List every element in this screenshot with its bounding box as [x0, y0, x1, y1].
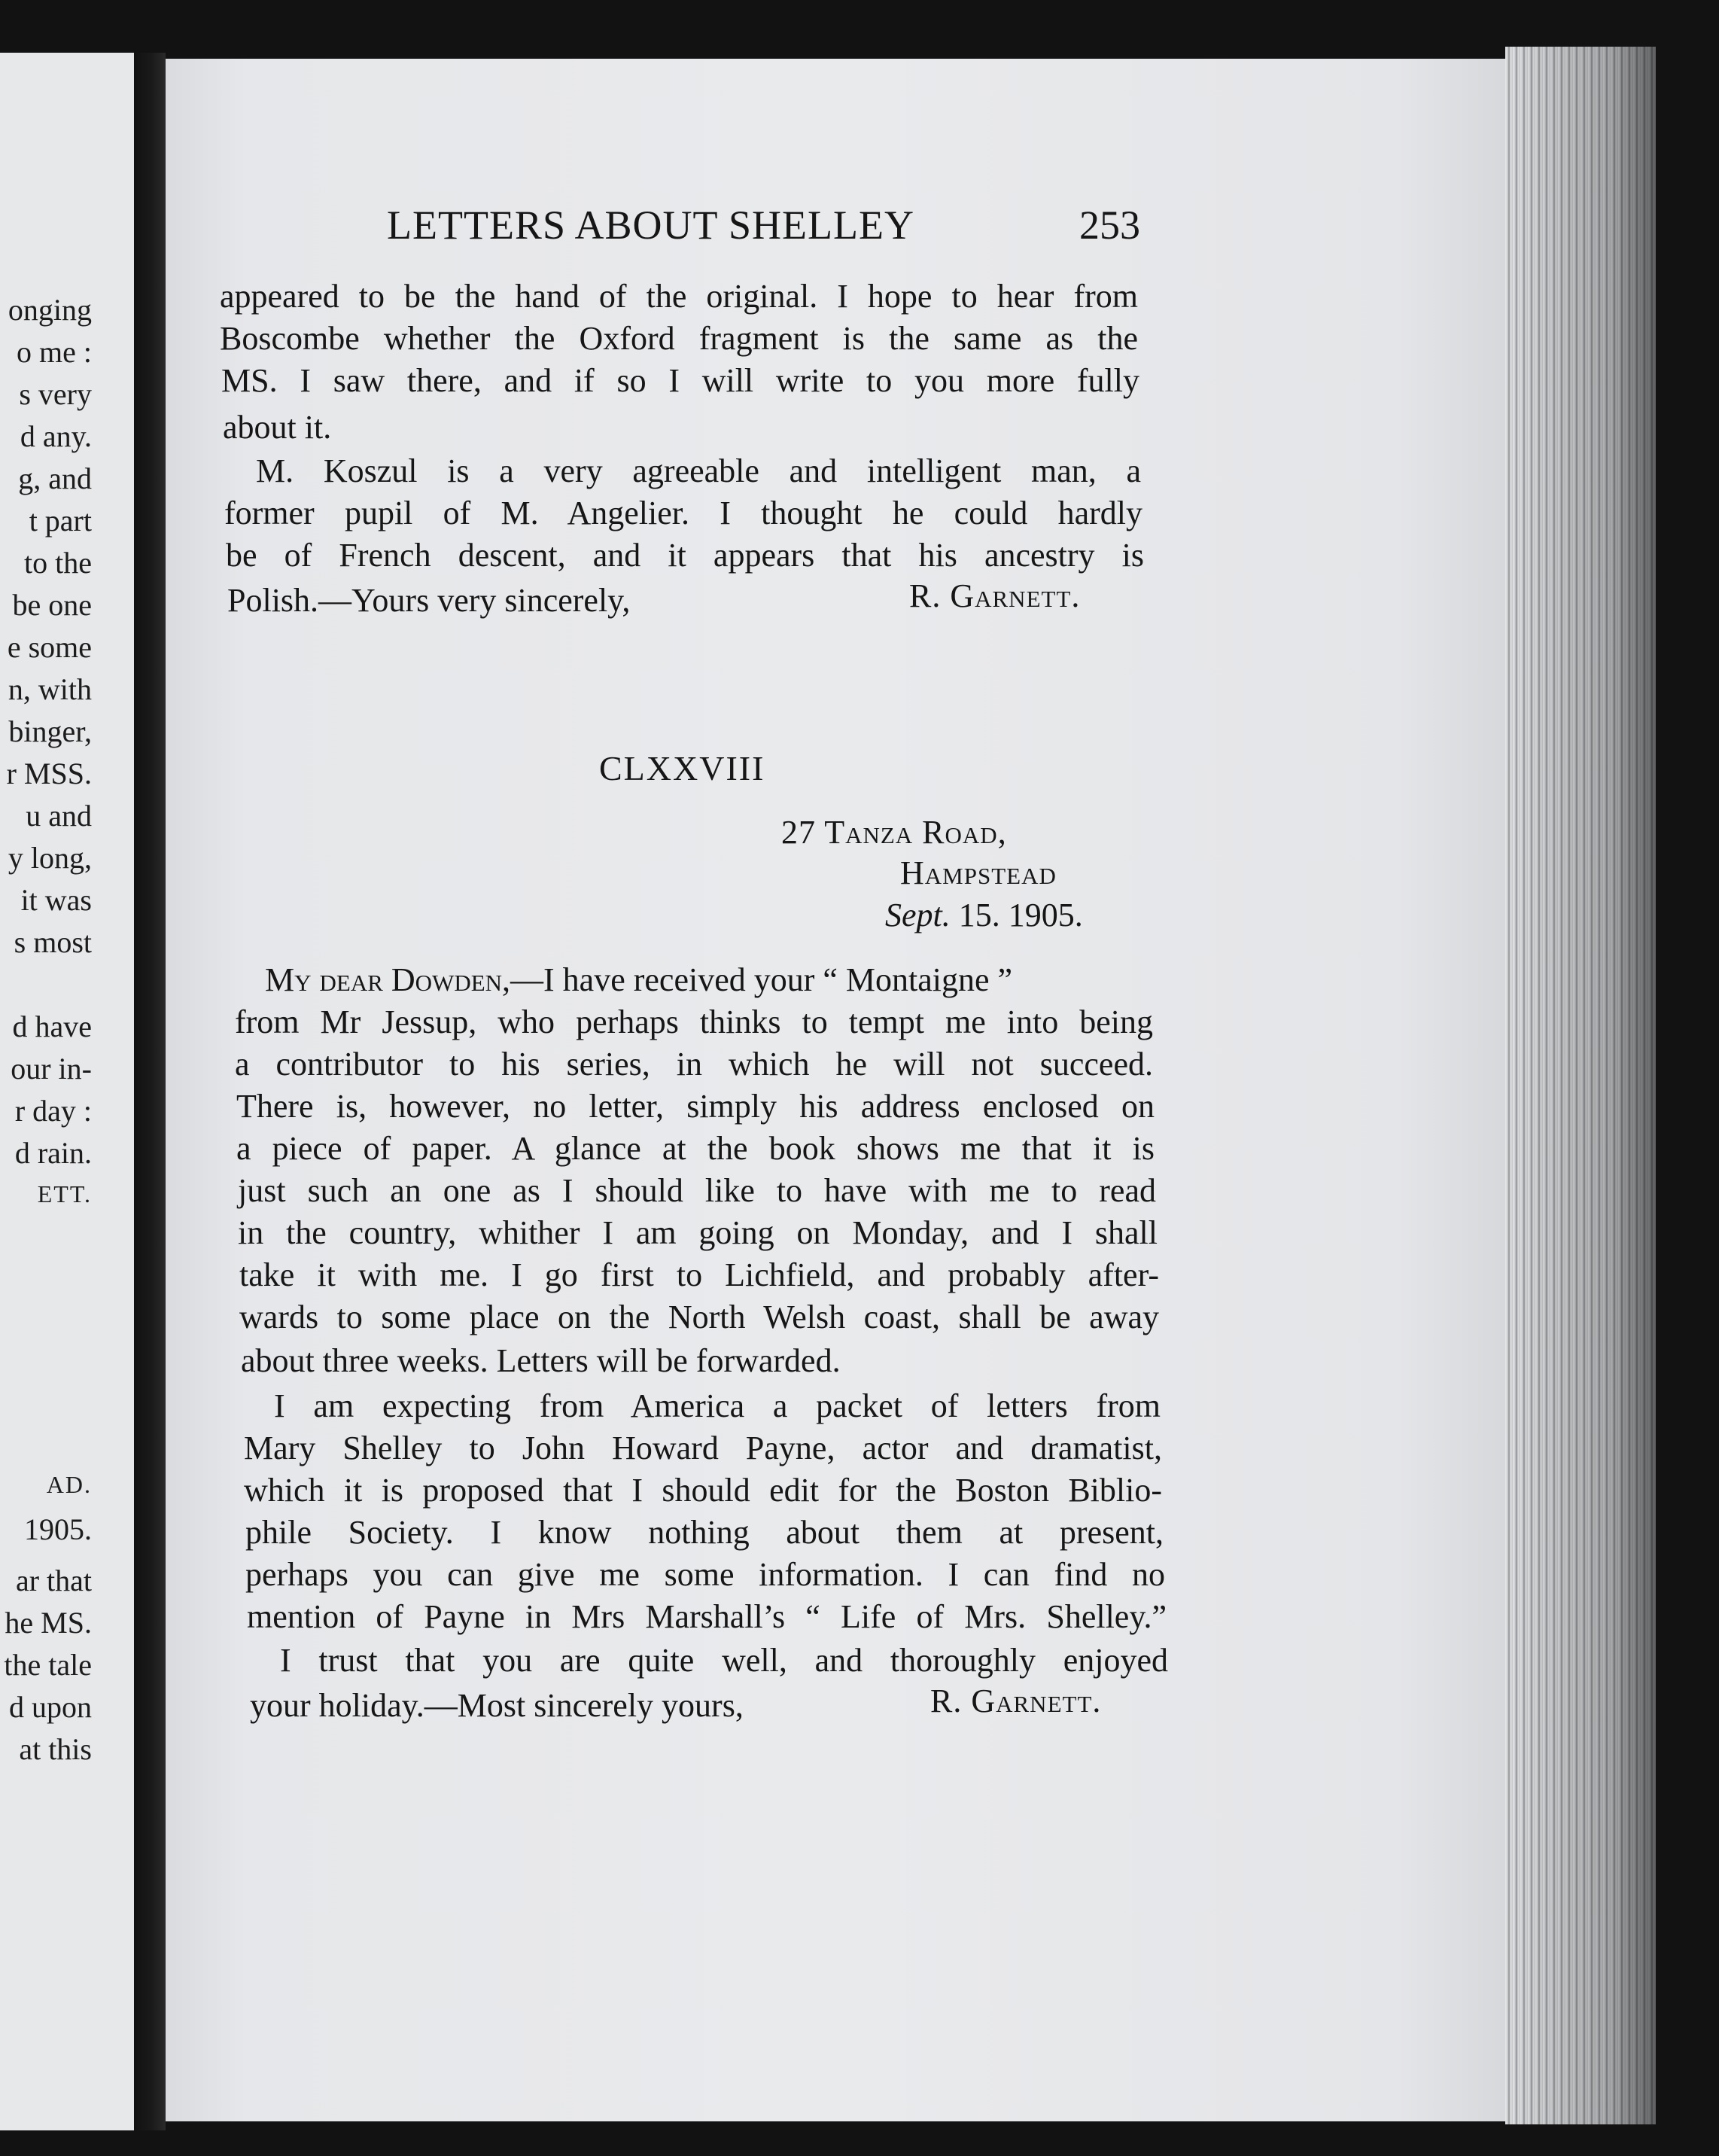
- body-line: which it is proposed that I should edit for the Boston Biblio-: [244, 1472, 1162, 1509]
- letter-date: [885, 896, 1083, 934]
- body-line: in the country, whither I am going on Monday, and I shall: [238, 1214, 1158, 1251]
- body-line: mention of Payne in Mrs Marshall’s “ Life of Mrs. Shelley.”: [247, 1598, 1167, 1635]
- body-line: about three weeks. Letters will be forwarded.: [241, 1342, 841, 1379]
- salutation-line: [265, 961, 1013, 998]
- book-gutter: [134, 53, 166, 2130]
- body-line: perhaps you can give me some information. I can find no: [245, 1556, 1165, 1593]
- left-page-line: to the: [24, 546, 92, 580]
- left-page-line: s very: [19, 377, 92, 411]
- left-page-line: d upon: [9, 1690, 92, 1724]
- left-page-line: o me :: [17, 335, 92, 369]
- body-line: take it with me. I go first to Lichfield, and probably after-: [239, 1256, 1159, 1293]
- left-page-line: s most: [14, 925, 92, 959]
- body-line: There is, however, no letter, simply his address enclosed on: [236, 1088, 1155, 1125]
- page-number: 253: [1079, 203, 1140, 248]
- left-page-line: AD.: [46, 1471, 92, 1498]
- left-page-line: r MSS.: [6, 757, 92, 790]
- body-line: just such an one as I should like to have with me to read: [238, 1172, 1156, 1209]
- body-line: a contributor to his series, in which he will not succeed.: [235, 1046, 1153, 1083]
- closing-line: your holiday.—Most sincerely yours,: [250, 1687, 744, 1724]
- body-line: phile Society. I know nothing about them at present,: [245, 1514, 1164, 1551]
- left-page-line: 1905.: [24, 1512, 92, 1546]
- body-line: Boscombe whether the Oxford fragment is the same as the: [220, 320, 1138, 357]
- left-page-line: n, with: [8, 672, 92, 706]
- body-line: M. Koszul is a very agreeable and intelligent man, a: [256, 452, 1141, 489]
- left-page-line: the tale: [4, 1648, 92, 1682]
- body-line: MS. I saw there, and if so I will write to you more fully: [221, 362, 1139, 399]
- left-page-line: onging: [8, 293, 92, 327]
- left-page-line: d any.: [20, 419, 92, 453]
- body-line: I trust that you are quite well, and thoroughly enjoyed: [280, 1642, 1168, 1679]
- body-line: former pupil of M. Angelier. I thought he could hardly: [224, 495, 1142, 531]
- left-page-line: ar that: [15, 1564, 92, 1597]
- address-line: 27 Tanza Road,: [781, 814, 1007, 851]
- left-page-line: he MS.: [5, 1606, 92, 1640]
- running-head-title: LETTERS ABOUT SHELLEY: [387, 203, 914, 248]
- left-page-line: u and: [26, 799, 92, 833]
- body-line: wards to some place on the North Welsh coast, shall be away: [239, 1299, 1159, 1335]
- address-line: Hampstead: [900, 854, 1057, 891]
- left-page-line: at this: [19, 1732, 92, 1766]
- body-line: appeared to be the hand of the original. I hope to hear from: [220, 278, 1138, 315]
- body-line: Mary Shelley to John Howard Payne, actor and dramatist,: [244, 1430, 1162, 1466]
- signature: R. Garnett.: [909, 577, 1081, 614]
- date-month: Sept.: [885, 897, 951, 933]
- page-edges-shadow: [1505, 47, 1656, 2124]
- left-page-line: g, and: [18, 461, 92, 495]
- previous-page-fragment: [0, 53, 134, 2130]
- body-line: a piece of paper. A glance at the book shows me that it is: [236, 1130, 1155, 1167]
- left-page-line: t part: [29, 504, 92, 537]
- left-page-line: d rain.: [14, 1136, 92, 1170]
- left-page-line: r day :: [14, 1094, 92, 1128]
- salutation: My dear Dowden,: [265, 961, 511, 998]
- body-line: be of French descent, and it appears that his ancestry is: [226, 537, 1144, 574]
- left-page-line: binger,: [8, 714, 92, 748]
- body-line: about it.: [223, 409, 332, 446]
- left-page-line: our in-: [11, 1052, 92, 1086]
- body-line: from Mr Jessup, who perhaps thinks to tempt me into being: [235, 1003, 1153, 1040]
- left-page-line: it was: [20, 883, 92, 917]
- signature: R. Garnett.: [930, 1682, 1102, 1719]
- left-page-line: y long,: [8, 841, 92, 875]
- left-page-line: e some: [7, 630, 92, 664]
- date-day-year: 15. 1905.: [958, 897, 1083, 933]
- salutation-continuation: —I have received your “ Montaigne ”: [510, 961, 1013, 998]
- left-page-line: d have: [12, 1009, 92, 1043]
- left-page-line: ETT.: [37, 1180, 92, 1207]
- body-line: I am expecting from America a packet of letters from: [274, 1387, 1161, 1424]
- left-page-line: be one: [12, 588, 92, 622]
- closing-line: Polish.—Yours very sincerely,: [227, 582, 631, 619]
- letter-number: CLXXVIII: [599, 749, 765, 787]
